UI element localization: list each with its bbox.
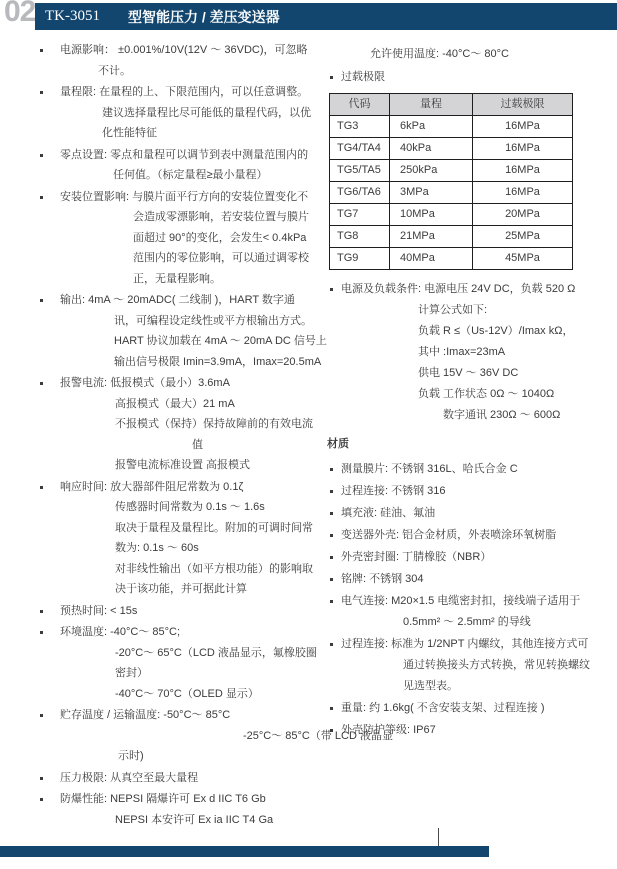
- spec-line: 负载 工作状态 0Ω ～ 1040Ω: [418, 388, 555, 400]
- spec-item: [38, 40, 326, 81]
- spec-item: [38, 622, 326, 704]
- table-cell: 25MPa: [473, 226, 573, 248]
- spec-line: 零点设置: 零点和量程可以调节到表中测量范围内的: [60, 148, 309, 161]
- table-cell: TG5/TA5: [330, 160, 390, 182]
- spec-line: 数字通讯 230Ω ～ 600Ω: [443, 409, 561, 421]
- spec-line: 量程限: 在量程的上、下限范围内，可以任意调整。: [60, 86, 309, 98]
- bullet-dot-icon: [38, 601, 60, 622]
- spec-line: HART 协议加载在 4mA ～ 20mA DC 信号上: [114, 335, 327, 347]
- page-number: 02: [4, 0, 36, 28]
- spec-line: NEPSI 本安许可 Ex ia IIC T4 Ga: [115, 813, 274, 826]
- bullet-dot-icon: [327, 547, 341, 568]
- spec-line: 填充液: 硅油、氟油: [341, 507, 436, 519]
- title-bar: [35, 3, 617, 30]
- spec-line: 外壳密封圈: 丁腈橡胶（NBR）: [341, 551, 492, 563]
- spec-line: 贮存温度 / 运输温度: -50°C～ 85°C: [60, 709, 231, 721]
- overload-limit-label: 过载极限: [341, 71, 385, 83]
- table-row: [330, 138, 573, 160]
- spec-lines: [60, 789, 326, 830]
- spec-line: 防爆性能: NEPSI 隔爆许可 Ex d IIC T6 Gb: [60, 793, 266, 805]
- bullet-dot-icon: [38, 705, 60, 767]
- table-cell: TG4/TA4: [330, 138, 390, 160]
- spec-line: 见选型表。: [403, 680, 458, 692]
- table-row: [330, 248, 573, 270]
- power-load-section: [327, 279, 595, 426]
- spec-line: 值: [192, 438, 203, 451]
- table-cell: 3MPa: [390, 182, 473, 204]
- spec-lines: [60, 145, 326, 186]
- bullet-dot-icon: [38, 187, 60, 290]
- spec-lines: [60, 477, 326, 600]
- spec-item: [38, 477, 326, 600]
- spec-item: [327, 525, 595, 546]
- spec-lines: [60, 601, 326, 622]
- spec-line: 响应时间: 放大器部件阻尼常数为 0.1ζ: [60, 480, 244, 493]
- overload-limit-table: [329, 93, 573, 270]
- spec-line: 讯，可编程设定线性或平方根输出方式。: [114, 314, 312, 327]
- table-cell: 250kPa: [390, 160, 473, 182]
- spec-line: 过程连接: 标准为 1/2NPT 内螺纹，其他连接方式可: [341, 638, 589, 650]
- spec-lines: [341, 525, 595, 546]
- table-cell: 20MPa: [473, 204, 573, 226]
- spec-line: 正，无量程影响。: [133, 272, 221, 285]
- table-row: [330, 116, 573, 138]
- spec-line: 输出信号极限 Imin=3.9mA，Imax=20.5mA: [114, 355, 322, 368]
- product-model: TK-3051: [45, 8, 100, 24]
- spec-line: 电气连接: M20×1.5 电缆密封扣，接线端子适用于: [341, 595, 581, 607]
- bullet-dot-icon: [38, 82, 60, 144]
- bullet-dot-icon: [38, 290, 60, 372]
- spec-lines: [341, 569, 595, 590]
- spec-line: 过程连接: 不锈钢 316: [341, 485, 446, 497]
- table-cell: 21MPa: [390, 226, 473, 248]
- bullet-dot-icon: [38, 373, 60, 476]
- bullet-dot-icon: [38, 145, 60, 186]
- spec-line: 化性能特征: [102, 127, 157, 139]
- spec-item: [327, 481, 595, 502]
- spec-line: 报警电流: 低报模式（最小）3.6mA: [60, 377, 230, 389]
- spec-item: [327, 720, 595, 741]
- table-cell: 16MPa: [473, 182, 573, 204]
- spec-lines: [60, 290, 326, 372]
- spec-line: 对非线性输出（如平方根功能）的影响取: [115, 562, 313, 575]
- table-cell: 10MPa: [390, 204, 473, 226]
- table-header-row: [330, 94, 573, 116]
- table-header-row: [330, 94, 573, 116]
- spec-item: [38, 601, 326, 622]
- table-header-cell: 量程: [390, 94, 473, 116]
- bullet-dot-icon: [38, 40, 60, 81]
- spec-line: 环境温度: -40°C～ 85°C;: [60, 626, 181, 638]
- table-body: [330, 116, 573, 270]
- spec-lines: [341, 503, 595, 524]
- spec-lines: [60, 82, 326, 144]
- footer-bar: [0, 846, 489, 857]
- spec-line: 会造成零漂影响，若安装位置与膜片: [133, 211, 309, 223]
- spec-lines: [60, 768, 326, 789]
- spec-line: 测量膜片: 不锈钢 316L、哈氏合金 C: [341, 463, 518, 475]
- spec-line: 0.5mm² ～ 2.5mm² 的导线: [403, 616, 531, 628]
- spec-item: [38, 290, 326, 372]
- bullet-dot-icon: [327, 634, 341, 697]
- table-cell: 16MPa: [473, 116, 573, 138]
- spec-line: 输出: 4mA ～ 20mADC( 二线制 )，HART 数字通: [60, 294, 295, 306]
- table-cell: TG7: [330, 204, 390, 226]
- table-row: [330, 182, 573, 204]
- spec-line: 安装位置影响: 与膜片面平行方向的安装位置变化不: [60, 190, 309, 203]
- table-header-cell: 代码: [330, 94, 390, 116]
- bullet-dot-icon: [327, 279, 341, 426]
- bullet-dot-icon: [327, 569, 341, 590]
- spec-item: [327, 547, 595, 568]
- right-spec-column: [327, 44, 595, 742]
- bullet-dot-icon: [327, 720, 341, 741]
- table-row: [330, 204, 573, 226]
- spec-item: [327, 634, 595, 697]
- material-section-heading: 材质: [327, 438, 349, 450]
- spec-line: 任何值。（标定量程≥最小量程）: [113, 169, 268, 181]
- spec-lines: [341, 547, 595, 568]
- bullet-dot-icon: [327, 481, 341, 502]
- footer-tick-line: [438, 828, 439, 847]
- table-header-cell: 过载极限: [473, 94, 573, 116]
- spec-item: [38, 789, 326, 830]
- spec-item: [327, 569, 595, 590]
- spec-line: 电源及负载条件: 电源电压 24V DC，负载 520 Ω: [341, 283, 576, 295]
- spec-line: 传感器时间常数为 0.1s ～ 1.6s: [115, 501, 265, 513]
- bullet-dot-icon: [38, 789, 60, 830]
- spec-item: [38, 145, 326, 186]
- spec-lines: [341, 67, 595, 88]
- spec-line: 通过转换接头方式转换，常见转换螺纹: [403, 659, 590, 671]
- spec-line: 铭牌: 不锈钢 304: [341, 573, 424, 585]
- table-row: [330, 226, 573, 248]
- table-cell: 40kPa: [390, 138, 473, 160]
- spec-line: 报警电流标准设置 高报模式: [115, 459, 251, 471]
- spec-line: 不计。: [98, 64, 131, 77]
- bullet-dot-icon: [327, 591, 341, 633]
- material-section: [327, 459, 595, 741]
- spec-line: 不报模式（保持）保持故障前的有效电流: [115, 418, 313, 430]
- bullet-dot-icon: [38, 768, 60, 789]
- spec-item: [327, 503, 595, 524]
- bullet-dot-icon: [327, 525, 341, 546]
- spec-lines: [341, 698, 595, 719]
- table-cell: 16MPa: [473, 138, 573, 160]
- spec-line: 预热时间: < 15s: [60, 604, 138, 617]
- spec-line: 数为: 0.1s ～ 60s: [115, 542, 199, 554]
- spec-line: -20°C～ 65°C（LCD 液晶显示，氟橡胶圈: [115, 646, 317, 659]
- bullet-dot-icon: [38, 477, 60, 600]
- table-cell: TG9: [330, 248, 390, 270]
- spec-lines: [341, 591, 595, 633]
- table-cell: TG3: [330, 116, 390, 138]
- spec-line: 密封）: [115, 667, 148, 679]
- table-cell: TG6/TA6: [330, 182, 390, 204]
- bullet-dot-icon: [327, 503, 341, 524]
- spec-line: 其中 :Imax=23mA: [418, 346, 506, 358]
- spec-lines: [341, 279, 595, 426]
- spec-lines: [60, 187, 326, 290]
- table-cell: TG8: [330, 226, 390, 248]
- table-cell: 6kPa: [390, 116, 473, 138]
- spec-line: 示时): [118, 750, 144, 762]
- spec-item: [327, 459, 595, 480]
- bullet-dot-icon: [327, 698, 341, 719]
- spec-lines: [60, 622, 326, 704]
- spec-line: 高报模式（最大）21 mA: [115, 397, 235, 410]
- spec-line: 电源影响： ±0.001%/10V(12V ～ 36VDC)，可忽略: [60, 44, 308, 56]
- spec-line: 建议选择量程比尽可能低的量程代码，以优: [102, 106, 311, 119]
- spec-line: 变送器外壳: 铝合金材质，外表喷涂环氧树脂: [341, 529, 557, 541]
- spec-line: 面超过 90°的变化，会发生< 0.4kPa: [133, 231, 307, 244]
- spec-line: 供电 15V ～ 36V DC: [418, 367, 519, 379]
- spec-lines: [341, 720, 595, 741]
- spec-line: 计算公式如下:: [418, 304, 488, 316]
- spec-item: [327, 591, 595, 633]
- table-cell: 45MPa: [473, 248, 573, 270]
- spec-line: 范围内的零位影响，可以通过调零校: [133, 252, 309, 264]
- page-title: 型智能压力 / 差压变送器: [128, 8, 280, 25]
- spec-item: [38, 373, 326, 476]
- spec-lines: [60, 40, 326, 81]
- spec-line: -25°C～ 85°C（带 LCD 液晶显: [243, 729, 393, 742]
- table-cell: 16MPa: [473, 160, 573, 182]
- spec-line: 决于该功能，并可据此计算: [115, 583, 247, 595]
- spec-item: [38, 82, 326, 144]
- bullet-dot-icon: [38, 622, 60, 704]
- spec-line: 外壳防护等级: IP67: [341, 724, 436, 736]
- overload-limit-item: [327, 67, 595, 88]
- allowed-temperature-line: 允许使用温度: -40°C～ 80°C: [370, 48, 509, 60]
- spec-line: 负载 R ≤（Us-12V）/Imax kΩ，: [418, 325, 574, 337]
- spec-lines: [341, 634, 595, 697]
- spec-item: [38, 187, 326, 290]
- table-cell: 40MPa: [390, 248, 473, 270]
- spec-line: 重量: 约 1.6kg( 不含安装支架、过程连接 ): [341, 702, 545, 714]
- table-row: [330, 160, 573, 182]
- spec-line: 取决于量程及量程比。附加的可调时间常: [115, 521, 313, 534]
- spec-item: [327, 698, 595, 719]
- spec-line: 压力极限: 从真空至最大量程: [60, 771, 199, 784]
- spec-lines: [341, 459, 595, 480]
- spec-item: [327, 279, 595, 426]
- spec-item: [38, 768, 326, 789]
- bullet-dot-icon: [327, 67, 341, 88]
- spec-lines: [60, 373, 326, 476]
- spec-lines: [341, 481, 595, 502]
- bullet-dot-icon: [327, 459, 341, 480]
- spec-line: -40°C～ 70°C（OLED 显示）: [115, 687, 259, 700]
